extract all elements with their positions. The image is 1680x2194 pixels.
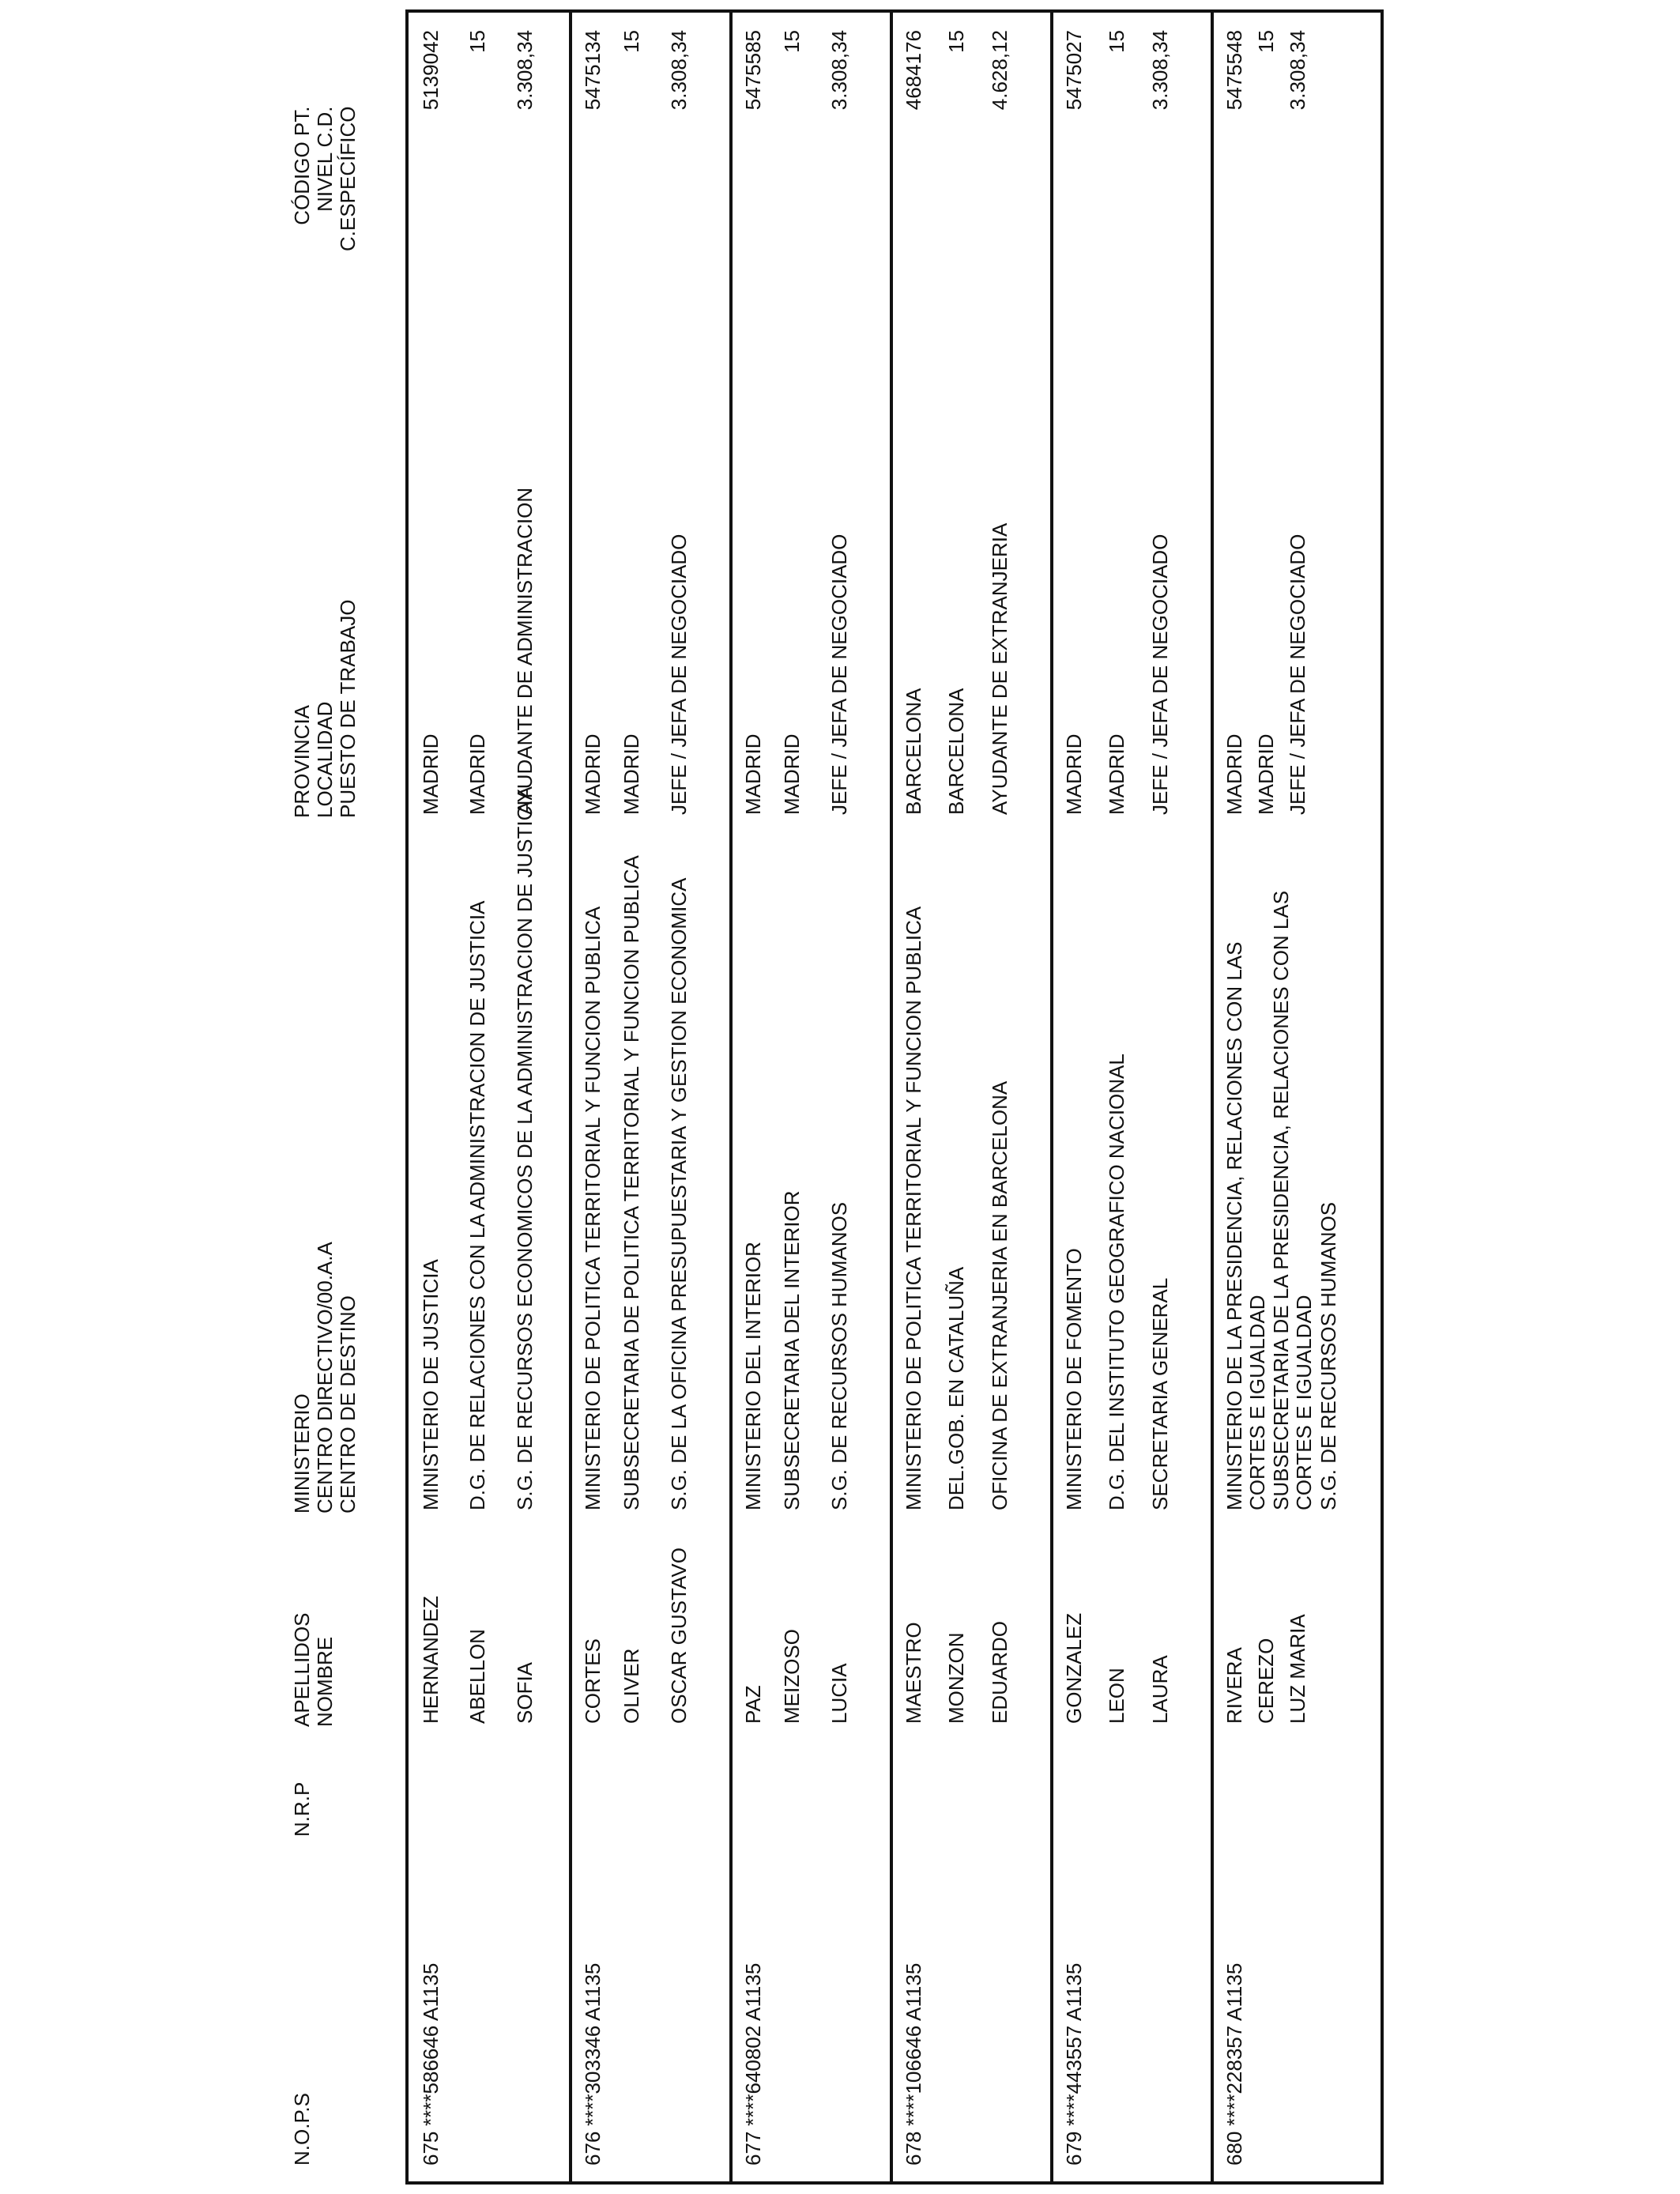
- apellido2-value: OLIVER: [620, 1648, 643, 1724]
- nivel-value: 15: [1105, 30, 1128, 53]
- header-nops-label: N.O.P.S: [290, 2092, 314, 2166]
- ministerio-value: MINISTERIO DE JUSTICIA: [419, 1259, 443, 1510]
- table-row: [1211, 13, 1384, 2181]
- ministerio-value: MINISTERIO DE POLITICA TERRITORIAL Y FUNCION PUBLICA: [902, 906, 925, 1510]
- ministerio-value: MINISTERIO DEL INTERIOR: [741, 1242, 765, 1510]
- nombre-value: LUCIA: [827, 1663, 851, 1724]
- header-provincia: [291, 600, 360, 818]
- nombre-value: OSCAR GUSTAVO: [667, 1547, 691, 1724]
- codigo-value: 5475548: [1222, 30, 1246, 111]
- centro-destino-value: SECRETARIA GENERAL: [1148, 1277, 1172, 1510]
- header-apellidos-label: APELLIDOS: [290, 1612, 314, 1727]
- nops-value: 675: [419, 2131, 443, 2166]
- puesto-value: JEFE / JEFA DE NEGOCIADO: [1148, 533, 1172, 815]
- header-nivel-label: NIVEL C.D.: [313, 106, 337, 212]
- especifico-value: 3.308,34: [1286, 30, 1309, 111]
- codigo-value: 4684176: [902, 30, 925, 111]
- nivel-value: 15: [620, 30, 643, 53]
- header-ministerio-label: MINISTERIO: [290, 1393, 314, 1514]
- centro-directivo-value: D.G. DE RELACIONES CON LA ADMINISTRACION DE JUSTICIA: [465, 900, 489, 1510]
- provincia-value: MADRID: [419, 733, 443, 815]
- codigo-value: 5475027: [1062, 30, 1086, 111]
- nrp-value: ****640802 A1135: [741, 1962, 765, 2126]
- localidad-value: BARCELONA: [944, 688, 968, 815]
- header-nrp-label: N.R.P: [290, 1781, 314, 1837]
- nrp-value: ****443557 A1135: [1062, 1962, 1086, 2126]
- header-ministerio: [291, 1242, 360, 1514]
- apellido1-value: CORTES: [581, 1638, 605, 1724]
- table-row: [890, 13, 1053, 2181]
- especifico-value: 3.308,34: [827, 30, 851, 111]
- centro-destino-value: S.G. DE RECURSOS HUMANOS: [827, 1201, 851, 1510]
- header-apellidos-nombre: [291, 1612, 337, 1727]
- codigo-value: 5139042: [419, 30, 443, 111]
- nops-value: 679: [1062, 2131, 1086, 2166]
- provincia-value: BARCELONA: [902, 688, 925, 815]
- centro-destino-value: OFICINA DE EXTRANJERIA EN BARCELONA: [988, 1080, 1011, 1510]
- apellido1-value: GONZALEZ: [1062, 1612, 1086, 1724]
- table-row: [1050, 13, 1214, 2181]
- table-row: [409, 13, 569, 2181]
- puesto-value: JEFE / JEFA DE NEGOCIADO: [667, 533, 691, 815]
- nrp-value: ****228357 A1135: [1222, 1962, 1246, 2126]
- puesto-value: JEFE / JEFA DE NEGOCIADO: [1286, 533, 1309, 815]
- centro-directivo-value: D.G. DEL INSTITUTO GEOGRAFICO NACIONAL: [1105, 1054, 1128, 1510]
- header-centro-directivo-label: CENTRO DIRECTIVO/00.A.A: [313, 1242, 337, 1514]
- apellido2-value: CEREZO: [1254, 1638, 1278, 1724]
- codigo-value: 5475585: [741, 30, 765, 111]
- header-codigo: [291, 107, 360, 251]
- puesto-value: AYUDANTE DE ADMINISTRACION: [513, 487, 537, 815]
- localidad-value: MADRID: [465, 733, 489, 815]
- centro-directivo-value: DEL.GOB. EN CATALUÑA: [944, 1266, 968, 1510]
- provincia-value: MADRID: [1222, 733, 1246, 815]
- nrp-value: ****586646 A1135: [419, 1962, 443, 2126]
- centro-directivo-value: SUBSECRETARIA DEL INTERIOR: [780, 1190, 804, 1510]
- nops-value: 678: [902, 2131, 925, 2166]
- nivel-value: 15: [780, 30, 804, 53]
- localidad-value: MADRID: [1254, 733, 1278, 815]
- header-nops: [291, 2093, 314, 2166]
- table-row: [729, 13, 893, 2181]
- apellido1-value: PAZ: [741, 1685, 765, 1724]
- apellido1-value: RIVERA: [1222, 1647, 1246, 1724]
- especifico-value: 4.628,12: [988, 30, 1011, 111]
- codigo-value: 5475134: [581, 30, 605, 111]
- header-localidad-label: LOCALIDAD: [313, 701, 337, 818]
- header-provincia-label: PROVINCIA: [290, 704, 314, 818]
- localidad-value: MADRID: [1105, 733, 1128, 815]
- nivel-value: 15: [1254, 30, 1278, 53]
- nombre-value: SOFIA: [513, 1661, 537, 1724]
- especifico-value: 3.308,34: [1148, 30, 1172, 111]
- apellido2-value: ABELLON: [465, 1629, 489, 1724]
- nombre-value: LAURA: [1148, 1655, 1172, 1724]
- centro-destino-value: S.G. DE LA OFICINA PRESUPUESTARIA Y GESTION ECONOMICA: [667, 877, 691, 1510]
- centro-destino-value: S.G. DE RECURSOS ECONOMICOS DE LA ADMINISTRACION DE JUSTICIA: [513, 786, 537, 1510]
- nombre-value: EDUARDO: [988, 1620, 1011, 1724]
- nivel-value: 15: [465, 30, 489, 53]
- ministerio-value: MINISTERIO DE POLITICA TERRITORIAL Y FUNCION PUBLICA: [581, 906, 605, 1510]
- records-table: [405, 9, 1384, 2185]
- ministerio-value: MINISTERIO DE FOMENTO: [1062, 1248, 1086, 1510]
- header-especifico-label: C.ESPECÍFICO: [336, 106, 360, 251]
- nops-value: 677: [741, 2131, 765, 2166]
- table-row: [569, 13, 733, 2181]
- puesto-value: JEFE / JEFA DE NEGOCIADO: [827, 533, 851, 815]
- especifico-value: 3.308,34: [513, 30, 537, 111]
- header-puesto-label: PUESTO DE TRABAJO: [336, 599, 360, 818]
- apellido1-value: HERNANDEZ: [419, 1596, 443, 1724]
- localidad-value: MADRID: [620, 733, 643, 815]
- ministerio-value: MINISTERIO DE LA PRESIDENCIA, RELACIONES CON LAS CORTES E IGUALDAD: [1222, 941, 1269, 1510]
- header-nrp: [291, 1782, 314, 1837]
- nrp-value: ****106646 A1135: [902, 1962, 925, 2126]
- provincia-value: MADRID: [581, 733, 605, 815]
- provincia-value: MADRID: [741, 733, 765, 815]
- header-nombre-label: NOMBRE: [313, 1636, 337, 1727]
- apellido2-value: MEIZOSO: [780, 1629, 804, 1724]
- centro-destino-value: S.G. DE RECURSOS HUMANOS: [1317, 1201, 1340, 1510]
- especifico-value: 3.308,34: [667, 30, 691, 111]
- apellido2-value: LEON: [1105, 1668, 1128, 1724]
- nrp-value: ****303346 A1135: [581, 1962, 605, 2126]
- puesto-value: AYUDANTE DE EXTRANJERIA: [988, 522, 1011, 815]
- nops-value: 676: [581, 2131, 605, 2166]
- header-codigo-label: CÓDIGO PT.: [290, 106, 314, 225]
- apellido1-value: MAESTRO: [902, 1622, 925, 1724]
- centro-directivo-value: SUBSECRETARIA DE LA PRESIDENCIA, RELACIONES CON LAS CORTES E IGUALDAD: [1269, 890, 1316, 1510]
- localidad-value: MADRID: [780, 733, 804, 815]
- nivel-value: 15: [944, 30, 968, 53]
- provincia-value: MADRID: [1062, 733, 1086, 815]
- apellido2-value: MONZON: [944, 1632, 968, 1724]
- centro-directivo-value: SUBSECRETARIA DE POLITICA TERRITORIAL Y FUNCION PUBLICA: [620, 855, 643, 1510]
- header-centro-destino-label: CENTRO DE DESTINO: [336, 1295, 360, 1514]
- nombre-value: LUZ MARIA: [1286, 1614, 1309, 1724]
- nops-value: 680: [1222, 2131, 1246, 2166]
